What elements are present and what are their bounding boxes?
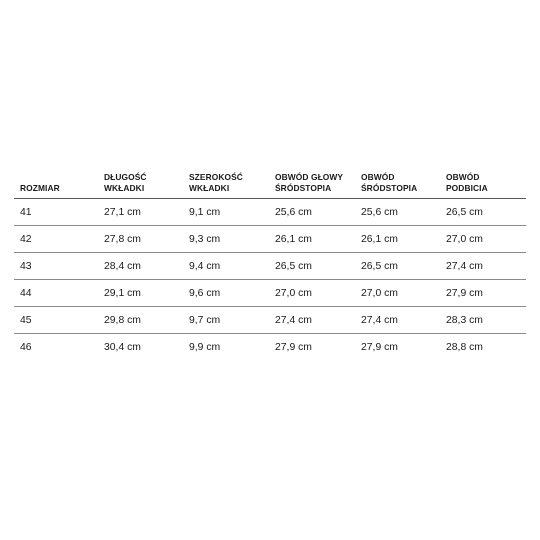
cell-size: 46 — [20, 341, 32, 353]
cell-insole-width: 9,9 cm — [189, 341, 221, 353]
size-chart-table — [14, 170, 526, 360]
cell-insole-length: 27,8 cm — [98, 226, 183, 253]
cell-metatarsal-head-girth: 26,5 cm — [269, 253, 355, 280]
cell-instep-girth: 27,0 cm — [440, 226, 526, 253]
cell-size: 42 — [14, 226, 98, 253]
cell-size: 43 — [14, 253, 98, 280]
cell-metatarsal-head-girth: 26,1 cm — [269, 226, 355, 253]
cell-insole-width: 9,4 cm — [183, 253, 269, 280]
table-row — [14, 307, 526, 334]
cell-insole-length: 30,4 cm — [104, 341, 141, 353]
cell-instep-girth: 28,8 cm — [446, 341, 483, 353]
table-row — [14, 199, 526, 226]
cell-insole-width: 9,6 cm — [183, 280, 269, 307]
header-instep-girth: OBWÓD PODBICIA — [440, 170, 526, 199]
cell-metatarsal-head-girth: 27,0 cm — [269, 280, 355, 307]
cell-insole-width: 9,1 cm — [183, 199, 269, 226]
cell-size: 45 — [14, 307, 98, 334]
cell-metatarsal-girth: 26,5 cm — [355, 253, 440, 280]
cell-metatarsal-girth: 27,4 cm — [355, 307, 440, 334]
header-metatarsal-head-girth: OBWÓD GŁOWY ŚRÓDSTOPIA — [269, 170, 355, 199]
cell-metatarsal-head-girth: 25,6 cm — [269, 199, 355, 226]
cell-instep-girth: 27,9 cm — [440, 280, 526, 307]
cell-insole-length: 27,1 cm — [98, 199, 183, 226]
cell-instep-girth: 27,4 cm — [440, 253, 526, 280]
header-insole-width: SZEROKOŚĆ WKŁADKI — [183, 170, 269, 199]
table-header — [14, 170, 526, 199]
cell-metatarsal-girth: 27,9 cm — [361, 341, 398, 353]
cell-insole-width: 9,3 cm — [183, 226, 269, 253]
header-metatarsal-girth: OBWÓD ŚRÓDSTOPIA — [355, 170, 440, 199]
cell-insole-width: 9,7 cm — [183, 307, 269, 334]
cell-size: 41 — [14, 199, 98, 226]
cell-insole-length: 29,8 cm — [98, 307, 183, 334]
cell-insole-length: 28,4 cm — [98, 253, 183, 280]
table-row — [14, 226, 526, 253]
header-insole-length: DŁUGOŚĆ WKŁADKI — [98, 170, 183, 199]
cell-instep-girth: 28,3 cm — [440, 307, 526, 334]
cell-metatarsal-girth: 25,6 cm — [355, 199, 440, 226]
cell-metatarsal-head-girth: 27,9 cm — [275, 341, 312, 353]
header-row — [14, 170, 526, 199]
cell-instep-girth: 26,5 cm — [440, 199, 526, 226]
cell-metatarsal-head-girth: 27,4 cm — [269, 307, 355, 334]
cell-metatarsal-girth: 26,1 cm — [355, 226, 440, 253]
header-size: ROZMIAR — [14, 170, 98, 199]
table-row — [14, 334, 526, 361]
table-row — [14, 280, 526, 307]
table-body — [14, 199, 526, 361]
cell-insole-length: 29,1 cm — [98, 280, 183, 307]
cell-metatarsal-girth: 27,0 cm — [355, 280, 440, 307]
cell-size: 44 — [14, 280, 98, 307]
table-row — [14, 253, 526, 280]
